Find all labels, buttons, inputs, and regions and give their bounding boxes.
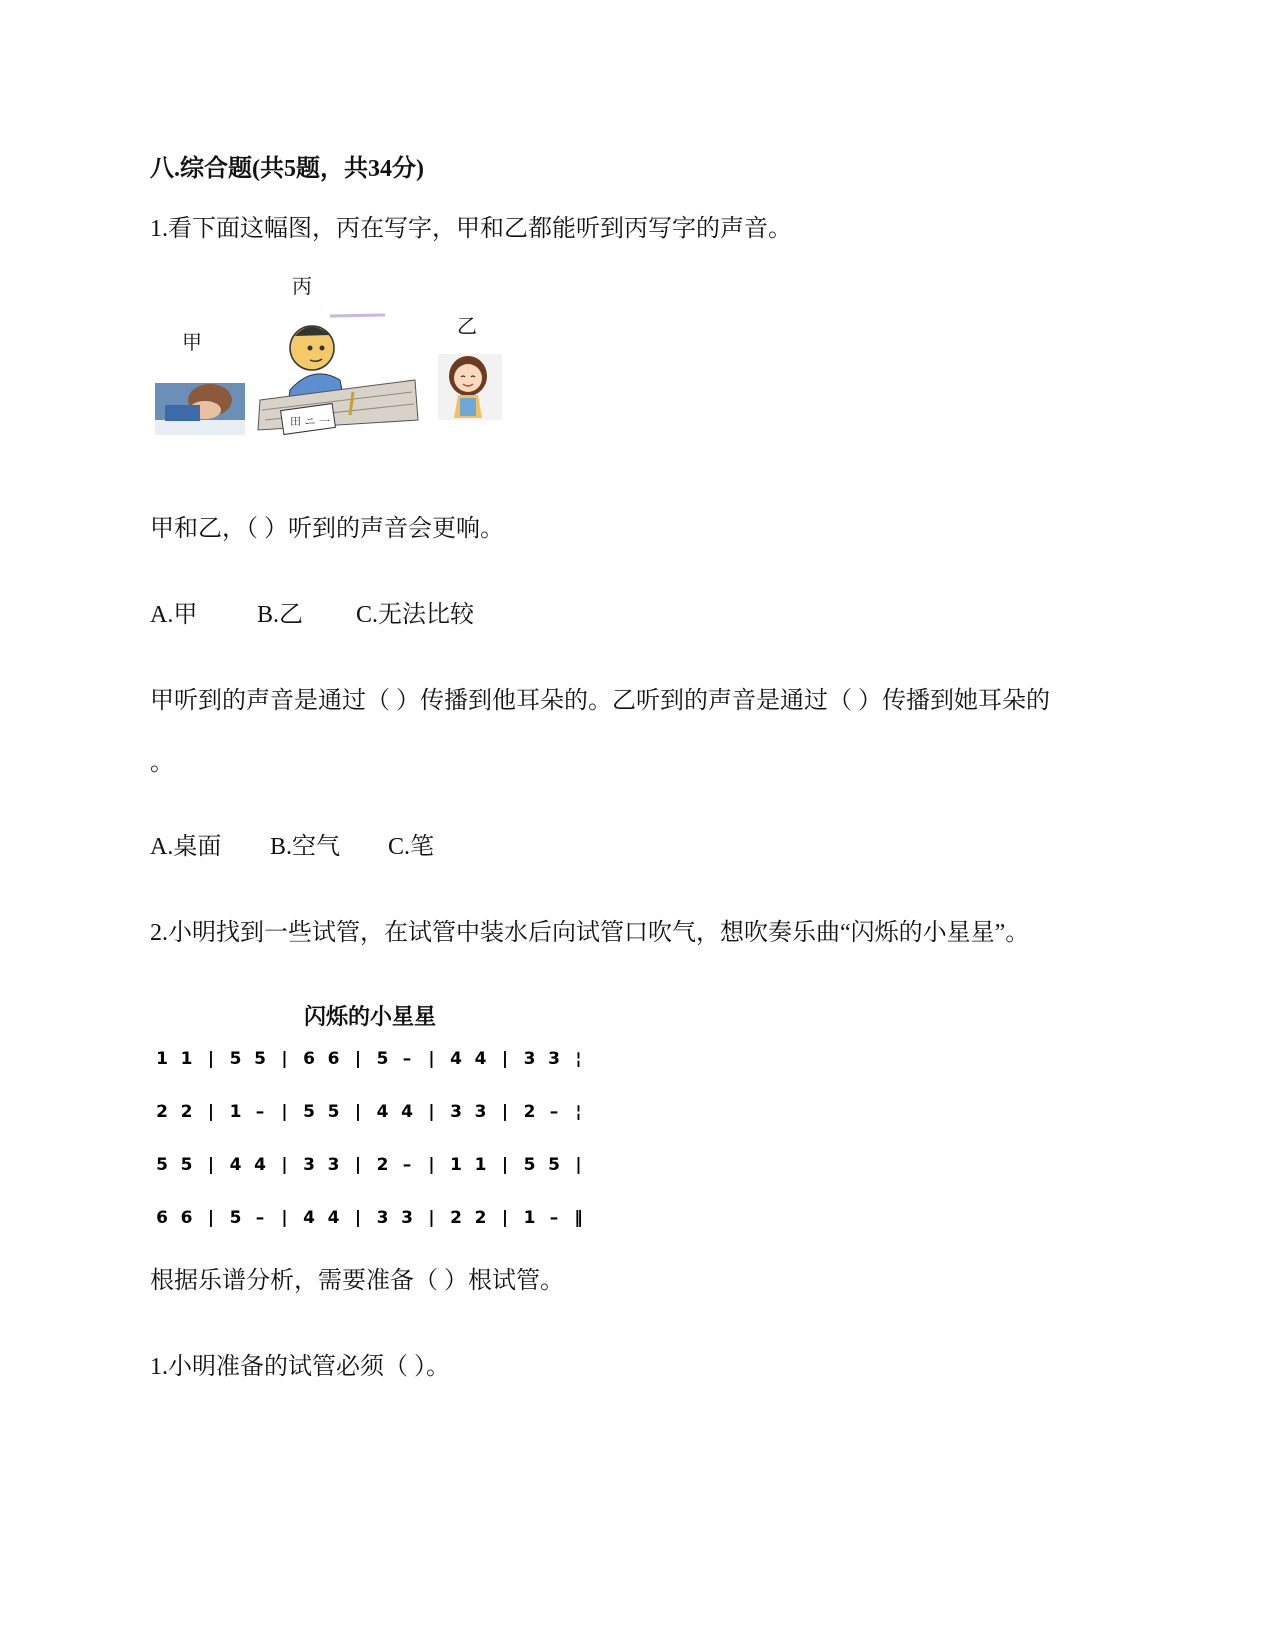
score-note: – (255, 1102, 265, 1122)
score-notation (150, 1034, 620, 1254)
score-note: 2 (180, 1102, 193, 1122)
barline: | (501, 1102, 509, 1122)
barline: | (354, 1102, 362, 1122)
question-1-stem: 1.看下面这幅图，丙在写字，甲和乙都能听到丙写字的声音。 (150, 216, 792, 242)
label-yi: 乙 (457, 314, 477, 338)
score-note: – (402, 1049, 412, 1069)
option-b[interactable]: B.空气 (270, 834, 341, 860)
score-note: – (402, 1155, 412, 1175)
score-note: – (255, 1208, 265, 1228)
barline: | (281, 1049, 288, 1069)
barline: | (501, 1155, 509, 1175)
score-note: – (549, 1208, 559, 1228)
yi-picture (438, 354, 502, 420)
score-note: 5 (180, 1155, 193, 1175)
score-note: 6 (156, 1208, 168, 1228)
barline: | (354, 1049, 362, 1069)
barline: | (207, 1102, 215, 1122)
question-1-figure (150, 274, 550, 460)
question-1-sub1-options (150, 594, 474, 629)
barline: | (428, 1155, 435, 1175)
barline: | (428, 1208, 435, 1228)
option-a[interactable]: A.甲 (150, 602, 198, 628)
score-note: 2 (474, 1208, 487, 1228)
bing-picture (258, 315, 418, 435)
score-note: 2 (523, 1102, 536, 1122)
score-note: 5 (303, 1102, 315, 1122)
score-note: 1 (156, 1049, 168, 1069)
question-1-sub1: 甲和乙，（ ）听到的声音会更响。 (150, 516, 504, 542)
question-2-sub1: 根据乐谱分析，需要准备（ ）根试管。 (150, 1268, 564, 1294)
score-note: 5 (229, 1208, 242, 1228)
barline: | (575, 1155, 582, 1175)
barline: ¦ (575, 1102, 582, 1122)
score-note: 3 (474, 1102, 487, 1122)
score-note: 5 (548, 1155, 560, 1175)
option-b[interactable]: B.乙 (257, 602, 304, 628)
score-note: 3 (303, 1155, 315, 1175)
score-note: 2 (450, 1208, 462, 1228)
svg-text:田 ニ 一: 田 ニ 一 (290, 415, 330, 428)
section-title: 八.综合题(共5题，共34分) (150, 156, 424, 182)
score-note: 1 (523, 1208, 536, 1228)
question-1-sub2-line2: 。 (150, 750, 174, 776)
barline: | (281, 1208, 288, 1228)
score-note: 3 (450, 1102, 462, 1122)
barline: | (428, 1049, 435, 1069)
score-note: 4 (303, 1208, 315, 1228)
barline: | (281, 1102, 288, 1122)
barline: | (501, 1208, 509, 1228)
score-note: 4 (254, 1155, 266, 1175)
question-1-sub2-line1: 甲听到的声音是通过（ ）传播到他耳朵的。乙听到的声音是通过（ ）传播到她耳朵的 (150, 688, 1050, 714)
music-score (150, 1000, 620, 1260)
question-2-stem: 2.小明找到一些试管，在试管中装水后向试管口吹气，想吹奏乐曲“闪烁的小星星”。 (150, 920, 1030, 946)
score-note: 2 (376, 1155, 389, 1175)
question-1-sub2-options (150, 826, 434, 861)
score-note: 3 (548, 1049, 560, 1069)
barline: | (207, 1208, 215, 1228)
score-note: 3 (327, 1155, 340, 1175)
score-note: 2 (156, 1102, 168, 1122)
option-c[interactable]: C.无法比较 (356, 602, 475, 628)
barline: | (428, 1102, 435, 1122)
barline: | (354, 1155, 362, 1175)
score-note: 5 (327, 1102, 340, 1122)
score-note: 6 (303, 1049, 315, 1069)
barline: | (207, 1155, 215, 1175)
score-note: 3 (523, 1049, 536, 1069)
score-note: 5 (156, 1155, 168, 1175)
barline: | (281, 1155, 288, 1175)
label-bing: 丙 (292, 274, 312, 298)
score-note: 1 (229, 1102, 242, 1122)
score-note: 5 (523, 1155, 536, 1175)
score-note: 5 (376, 1049, 389, 1069)
score-note: 4 (327, 1208, 340, 1228)
score-title: 闪烁的小星星 (304, 1005, 437, 1030)
score-note: 4 (450, 1049, 462, 1069)
score-note: – (549, 1102, 559, 1122)
barline: | (354, 1208, 362, 1228)
barline: | (501, 1049, 509, 1069)
score-note: 5 (254, 1049, 266, 1069)
score-note: 1 (180, 1049, 193, 1069)
option-c[interactable]: C.笔 (388, 834, 435, 860)
score-note: 4 (376, 1102, 389, 1122)
barline: ‖ (574, 1208, 583, 1228)
score-note: 5 (229, 1049, 242, 1069)
jia-picture (155, 383, 245, 435)
option-a[interactable]: A.桌面 (150, 834, 222, 860)
figure-illustration (150, 280, 550, 460)
score-note: 4 (401, 1102, 413, 1122)
label-jia: 甲 (182, 330, 202, 354)
score-note: 1 (450, 1155, 462, 1175)
score-note: 4 (474, 1049, 487, 1069)
score-note: 3 (376, 1208, 389, 1228)
score-note: 3 (401, 1208, 413, 1228)
score-note: 6 (180, 1208, 193, 1228)
score-note: 1 (474, 1155, 487, 1175)
score-note: 4 (229, 1155, 242, 1175)
barline: | (207, 1049, 215, 1069)
barline: ¦ (575, 1049, 582, 1069)
score-note: 6 (327, 1049, 340, 1069)
question-2-sub2: 1.小明准备的试管必须（ ）。 (150, 1354, 450, 1380)
